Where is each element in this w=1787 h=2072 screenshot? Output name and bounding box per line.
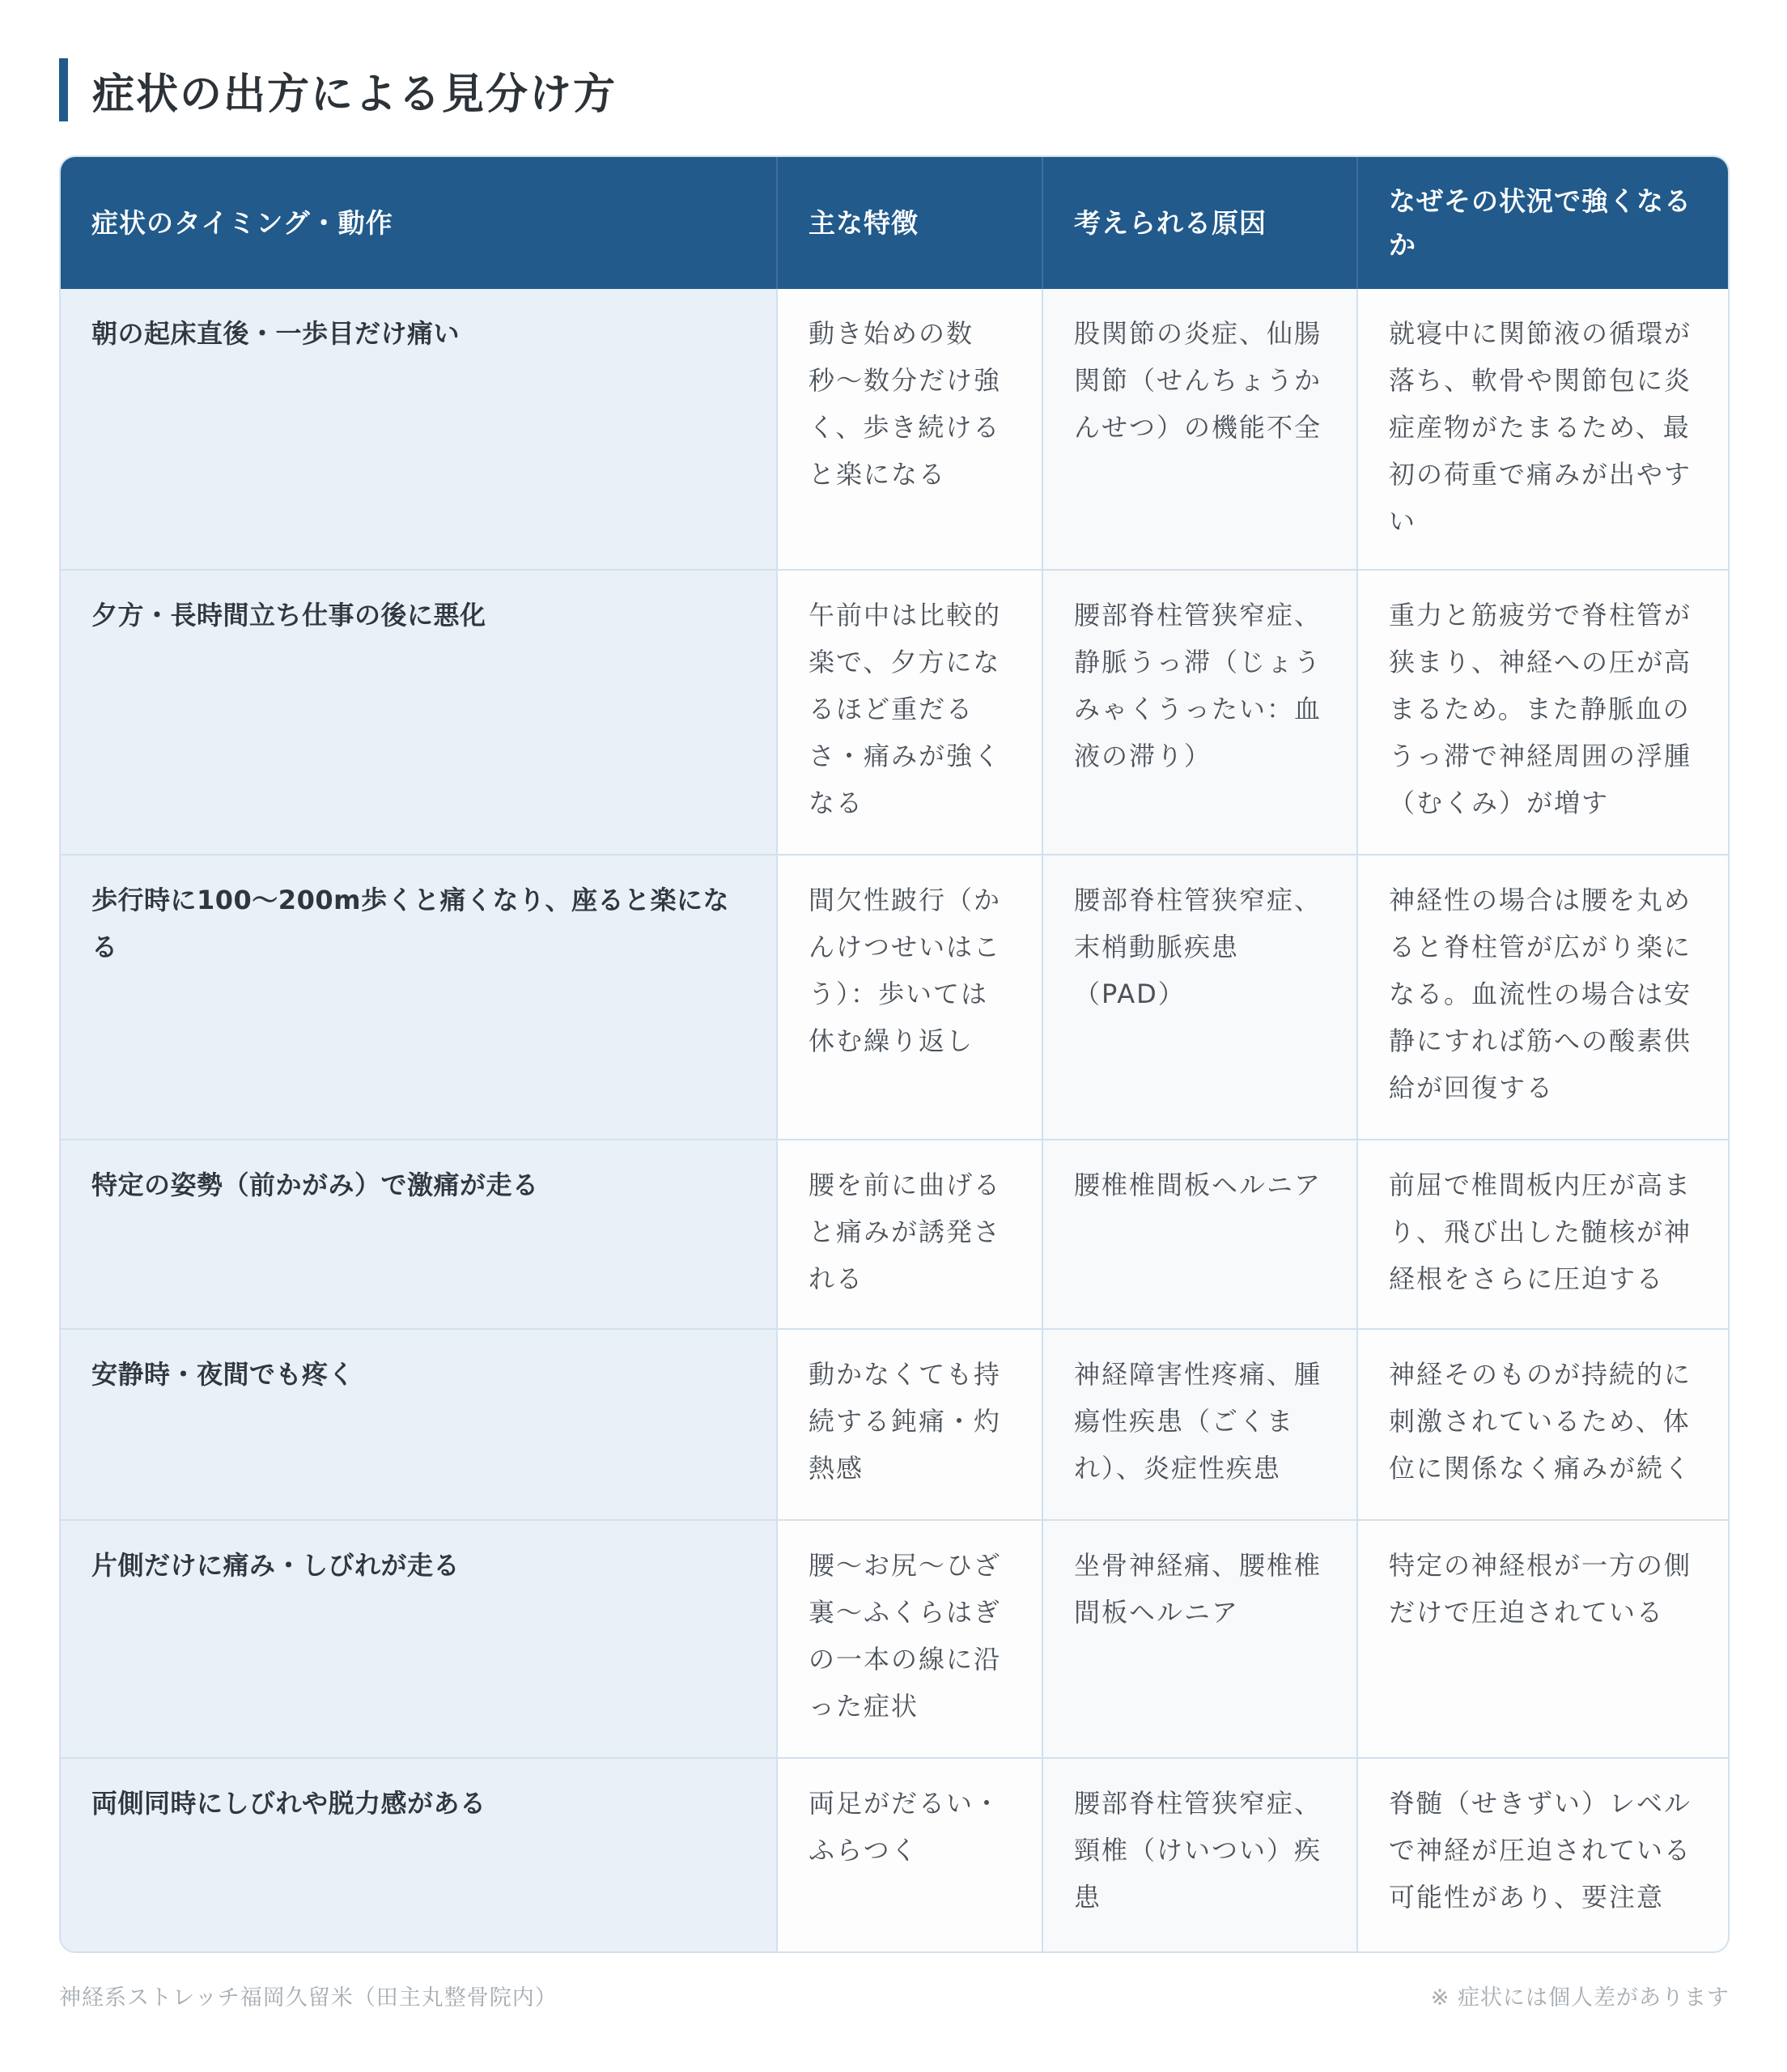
cell-feature: 間欠性跛行（かんけつせいはこう）：歩いては休む繰り返し (777, 855, 1042, 1140)
header-row (61, 157, 1730, 289)
cell-feature: 腰〜お尻〜ひざ裏〜ふくらはぎの一本の線に沿った症状 (777, 1520, 1042, 1758)
cell-reason: 前屈で椎間板内圧が高まり、飛び出した髄核が神経根をさらに圧迫する (1357, 1140, 1730, 1329)
cell-feature: 動き始めの数秒〜数分だけ強く、歩き続けると楽になる (777, 289, 1042, 570)
cell-timing: 両側同時にしびれや脱力感がある (61, 1758, 777, 1951)
table-row (61, 855, 1730, 1140)
cell-cause: 腰椎椎間板ヘルニア (1042, 1140, 1357, 1329)
header-timing: 症状のタイミング・動作 (61, 157, 777, 289)
cell-timing: 歩行時に100〜200m歩くと痛くなり、座ると楽になる (61, 855, 777, 1140)
table-body (61, 289, 1730, 1951)
cell-cause: 腰部脊柱管狭窄症、頸椎（けいつい）疾患 (1042, 1758, 1357, 1951)
table-row (61, 1520, 1730, 1758)
table-row (61, 1758, 1730, 1951)
cell-feature: 午前中は比較的楽で、夕方になるほど重だるさ・痛みが強くなる (777, 570, 1042, 855)
cell-feature: 両足がだるい・ふらつく (777, 1758, 1042, 1951)
cell-cause: 神経障害性疼痛、腫瘍性疾患（ごくまれ）、炎症性疾患 (1042, 1329, 1357, 1520)
cell-timing: 安静時・夜間でも疼く (61, 1329, 777, 1520)
symptom-table (61, 157, 1730, 1951)
header-reason: なぜその状況で強くなるか (1357, 157, 1730, 289)
cell-reason: 重力と筋疲労で脊柱管が狭まり、神経への圧が高まるため。また静脈血のうっ滞で神経周囲の浮腫（むくみ）が増す (1357, 570, 1730, 855)
cell-reason: 神経性の場合は腰を丸めると脊柱管が広がり楽になる。血流性の場合は安静にすれば筋への酸素供給が回復する (1357, 855, 1730, 1140)
cell-timing: 片側だけに痛み・しびれが走る (61, 1520, 777, 1758)
table-row (61, 1329, 1730, 1520)
cell-cause: 腰部脊柱管狭窄症、末梢動脈疾患（PAD） (1042, 855, 1357, 1140)
table-header (61, 157, 1730, 289)
header-cause: 考えられる原因 (1042, 157, 1357, 289)
cell-reason: 特定の神経根が一方の側だけで圧迫されている (1357, 1520, 1730, 1758)
header-feature: 主な特徴 (777, 157, 1042, 289)
table-row (61, 1140, 1730, 1329)
cell-cause: 股関節の炎症、仙腸関節（せんちょうかんせつ）の機能不全 (1042, 289, 1357, 570)
cell-reason: 就寝中に関節液の循環が落ち、軟骨や関節包に炎症産物がたまるため、最初の荷重で痛みが出やすい (1357, 289, 1730, 570)
page-header (59, 58, 617, 121)
cell-timing: 朝の起床直後・一歩目だけ痛い (61, 289, 777, 570)
cell-timing: 特定の姿勢（前かがみ）で激痛が走る (61, 1140, 777, 1329)
cell-timing: 夕方・長時間立ち仕事の後に悪化 (61, 570, 777, 855)
cell-feature: 動かなくても持続する鈍痛・灼熱感 (777, 1329, 1042, 1520)
title-accent-bar (59, 58, 68, 121)
cell-reason: 脊髄（せきずい）レベルで神経が圧迫されている可能性があり、要注意 (1357, 1758, 1730, 1951)
cell-cause: 坐骨神経痛、腰椎椎間板ヘルニア (1042, 1520, 1357, 1758)
cell-cause: 腰部脊柱管狭窄症、静脈うっ滞（じょうみゃくうったい：血液の滞り） (1042, 570, 1357, 855)
table-row (61, 570, 1730, 855)
footer-source: 神経系ストレッチ福岡久留米（田主丸整骨院内） (59, 1985, 558, 2010)
page-title: 症状の出方による見分け方 (92, 70, 618, 119)
symptom-table-container (59, 155, 1730, 1953)
table-row (61, 289, 1730, 570)
footer-note: ※ 症状には個人差があります (1430, 1985, 1730, 2010)
cell-reason: 神経そのものが持続的に刺激されているため、体位に関係なく痛みが続く (1357, 1329, 1730, 1520)
cell-feature: 腰を前に曲げると痛みが誘発される (777, 1140, 1042, 1329)
